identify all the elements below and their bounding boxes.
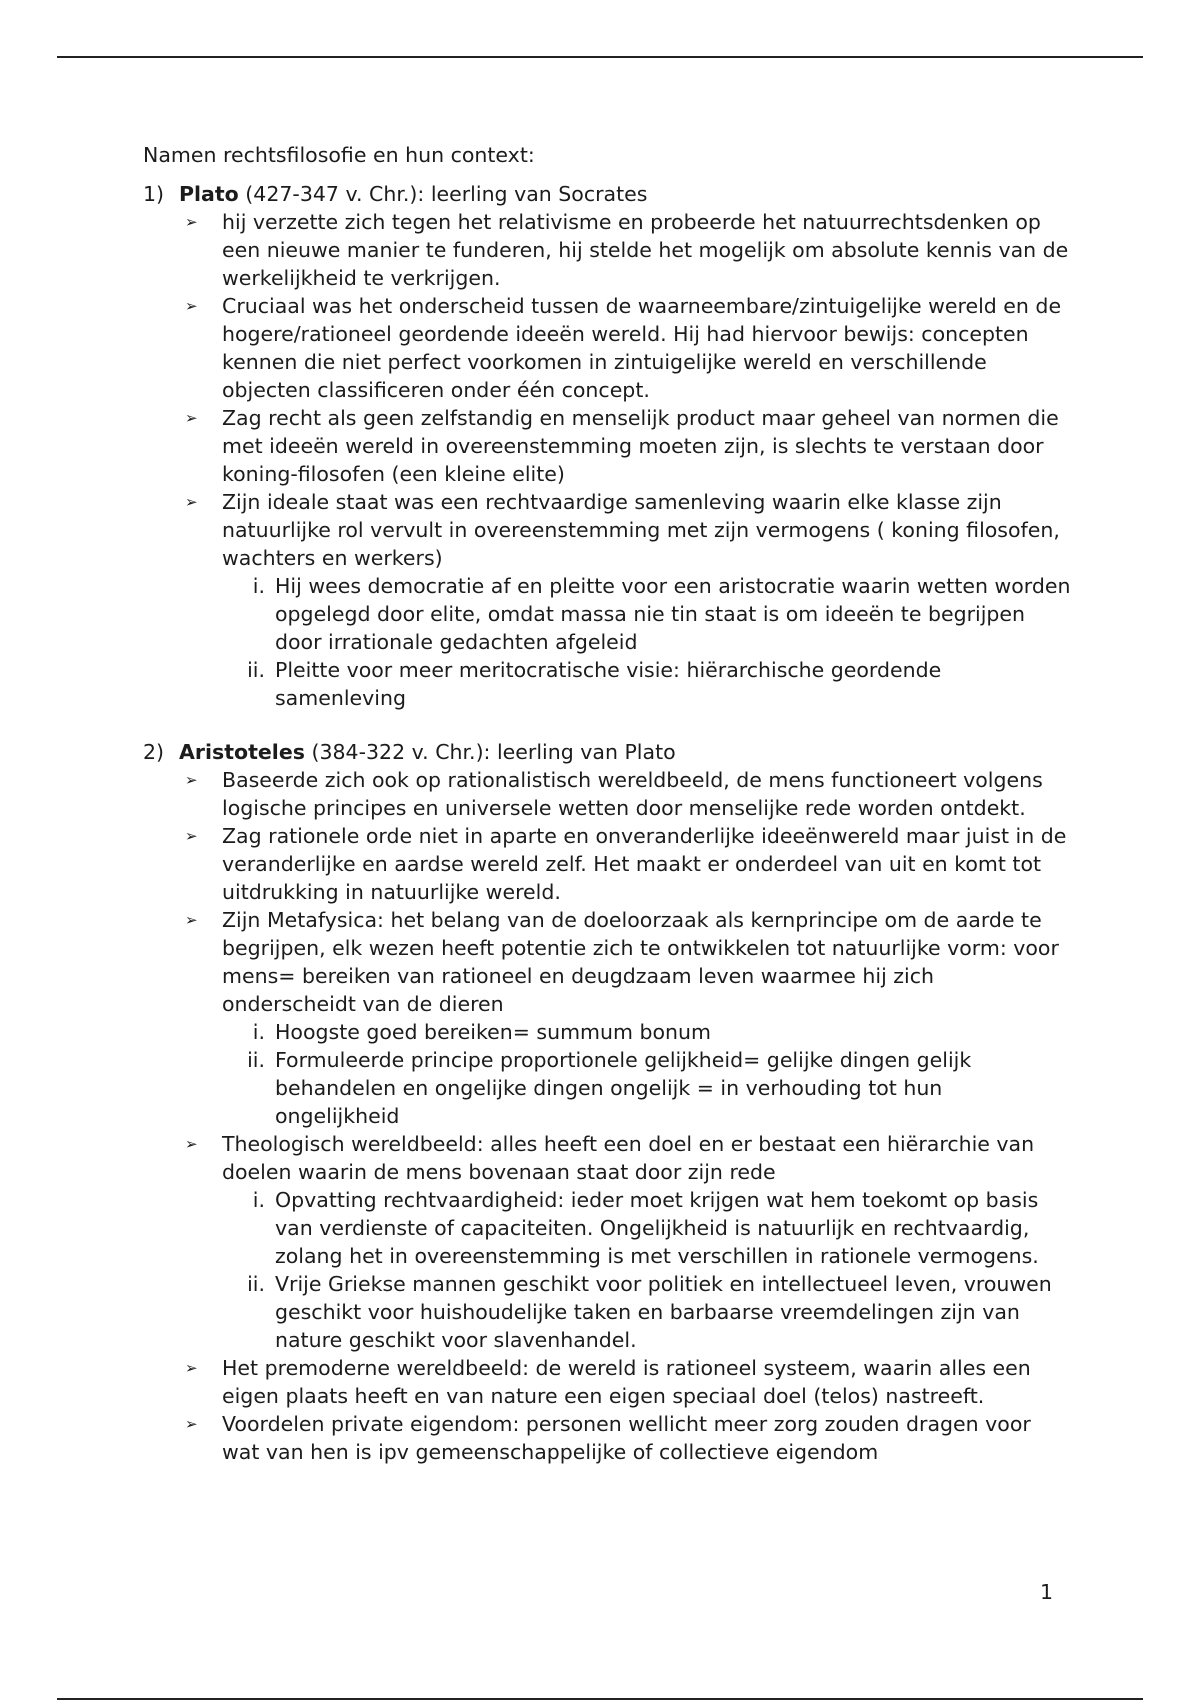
philosopher-name: Aristoteles <box>179 740 305 764</box>
roman-numeral: ii. <box>247 658 265 682</box>
arrow-bullet-icon: ➢ <box>185 297 198 315</box>
arrow-bullet-icon: ➢ <box>185 1359 198 1377</box>
sub-list <box>222 572 1073 712</box>
bullet-item <box>179 822 1073 906</box>
sub-item <box>179 572 1073 656</box>
arrow-bullet-icon: ➢ <box>185 493 198 511</box>
sub-text: Opvatting rechtvaardigheid: ieder moet krijgen wat hem toekomt op basis van verdienste of capaciteiten. Ongelijkheid is natuurlijk en rechtvaardig, zolang het in overeenstemming is met verschillen in rationele vermogens. <box>275 1188 1039 1268</box>
section-heading <box>179 180 1073 208</box>
header-rule <box>57 56 1143 58</box>
sub-text: Formuleerde principe proportionele gelijkheid= gelijke dingen gelijk behandelen en ongelijke dingen ongelijk = in verhouding tot hun ongelijkheid <box>275 1048 972 1128</box>
roman-numeral: ii. <box>247 1272 265 1296</box>
roman-numeral: i. <box>252 574 265 598</box>
bullet-item <box>179 1354 1073 1410</box>
sub-item <box>179 1018 1073 1046</box>
bullet-text: hij verzette zich tegen het relativisme en probeerde het natuurrechtsdenken op een nieuwe manier te funderen, hij stelde het mogelijk om absolute kennis van de werkelijkheid te verkrijgen. <box>222 210 1069 290</box>
bullet-text: Het premoderne wereldbeeld: de wereld is rationeel systeem, waarin alles een eigen plaats heeft en van nature een eigen speciaal doel (telos) nastreeft. <box>222 1356 1031 1408</box>
sub-text: Hoogste goed bereiken= summum bonum <box>275 1020 712 1044</box>
bullet-text: Cruciaal was het onderscheid tussen de waarneembare/zintuigelijke wereld en de hogere/rationeel geordende ideeën wereld. Hij had hiervoor bewijs: concepten kennen die niet perfect voorkomen in zintuigelijke wereld en verschillende objecten classificeren onder één concept. <box>222 294 1062 402</box>
bullet-text: Zag rationele orde niet in aparte en onveranderlijke ideeënwereld maar juist in de veranderlijke en aardse wereld zelf. Het maakt er onderdeel van uit en komt tot uitdrukking in natuurlijke wereld. <box>222 824 1067 904</box>
roman-numeral: i. <box>252 1188 265 1212</box>
bullet-text: Baseerde zich ook op rationalistisch wereldbeeld, de mens functioneert volgens logische principes en universele wetten door menselijke rede worden ontdekt. <box>222 768 1043 820</box>
section-number: 2) <box>143 740 165 764</box>
bullet-item <box>179 488 1073 712</box>
bullet-item <box>179 1130 1073 1354</box>
philosopher-name: Plato <box>179 182 239 206</box>
document-body <box>143 141 1073 1466</box>
arrow-bullet-icon: ➢ <box>185 1415 198 1433</box>
intro-heading: Namen rechtsfilosofie en hun context: <box>143 143 535 167</box>
arrow-bullet-icon: ➢ <box>185 771 198 789</box>
philosopher-context: (427-347 v. Chr.): leerling van Socrates <box>238 182 648 206</box>
bullet-item <box>179 1410 1073 1466</box>
bullet-text: Theologisch wereldbeeld: alles heeft een doel en er bestaat een hiërarchie van doelen waarin de mens bovenaan staat door zijn rede <box>222 1132 1035 1184</box>
bullet-text: Zijn ideale staat was een rechtvaardige samenleving waarin elke klasse zijn natuurlijke rol vervult in overeenstemming met zijn vermogens ( koning filosofen, wachters en werkers) <box>222 490 1060 570</box>
bullet-text: Zijn Metafysica: het belang van de doeloorzaak als kernprincipe om de aarde te begrijpen, elk wezen heeft potentie zich te ontwikkelen tot natuurlijke vorm: voor mens= bereiken van rationeel en deugdzaam leven waarmee hij zich onderscheidt van de dieren <box>222 908 1059 1016</box>
bullet-list <box>179 208 1073 712</box>
sub-item <box>179 656 1073 712</box>
sub-text: Hij wees democratie af en pleitte voor een aristocratie waarin wetten worden opgelegd door elite, omdat massa nie tin staat is om ideeën te begrijpen door irrationale gedachten afgeleid <box>275 574 1071 654</box>
section-number: 1) <box>143 182 165 206</box>
section-aristoteles <box>143 738 1073 1466</box>
sub-list <box>222 1018 1073 1130</box>
bullet-item <box>179 404 1073 488</box>
sub-item <box>179 1270 1073 1354</box>
sub-list <box>222 1186 1073 1354</box>
roman-numeral: ii. <box>247 1048 265 1072</box>
page-number: 1 <box>1040 1580 1054 1604</box>
sub-text: Vrije Griekse mannen geschikt voor politiek en intellectueel leven, vrouwen geschikt voor huishoudelijke taken en barbaarse vreemdelingen zijn van nature geschikt voor slavenhandel. <box>275 1272 1052 1352</box>
arrow-bullet-icon: ➢ <box>185 409 198 427</box>
bullet-item <box>179 906 1073 1130</box>
bullet-item <box>179 766 1073 822</box>
section-plato <box>143 180 1073 712</box>
bullet-item <box>179 208 1073 292</box>
bullet-text: Voordelen private eigendom: personen wellicht meer zorg zouden dragen voor wat van hen is ipv gemeenschappelijke of collectieve eigendom <box>222 1412 1031 1464</box>
sub-item <box>179 1046 1073 1130</box>
roman-numeral: i. <box>252 1020 265 1044</box>
arrow-bullet-icon: ➢ <box>185 911 198 929</box>
arrow-bullet-icon: ➢ <box>185 1135 198 1153</box>
philosopher-context: (384-322 v. Chr.): leerling van Plato <box>304 740 676 764</box>
arrow-bullet-icon: ➢ <box>185 213 198 231</box>
sub-item <box>179 1186 1073 1270</box>
bullet-list <box>179 766 1073 1466</box>
sub-text: Pleitte voor meer meritocratische visie: hiërarchische geordende samenleving <box>275 658 942 710</box>
bullet-text: Zag recht als geen zelfstandig en menselijk product maar geheel van normen die met ideeën wereld in overeenstemming moeten zijn, is slechts te verstaan door koning-filosofen (een kleine elite) <box>222 406 1059 486</box>
arrow-bullet-icon: ➢ <box>185 827 198 845</box>
section-heading <box>179 738 1073 766</box>
bullet-item <box>179 292 1073 404</box>
